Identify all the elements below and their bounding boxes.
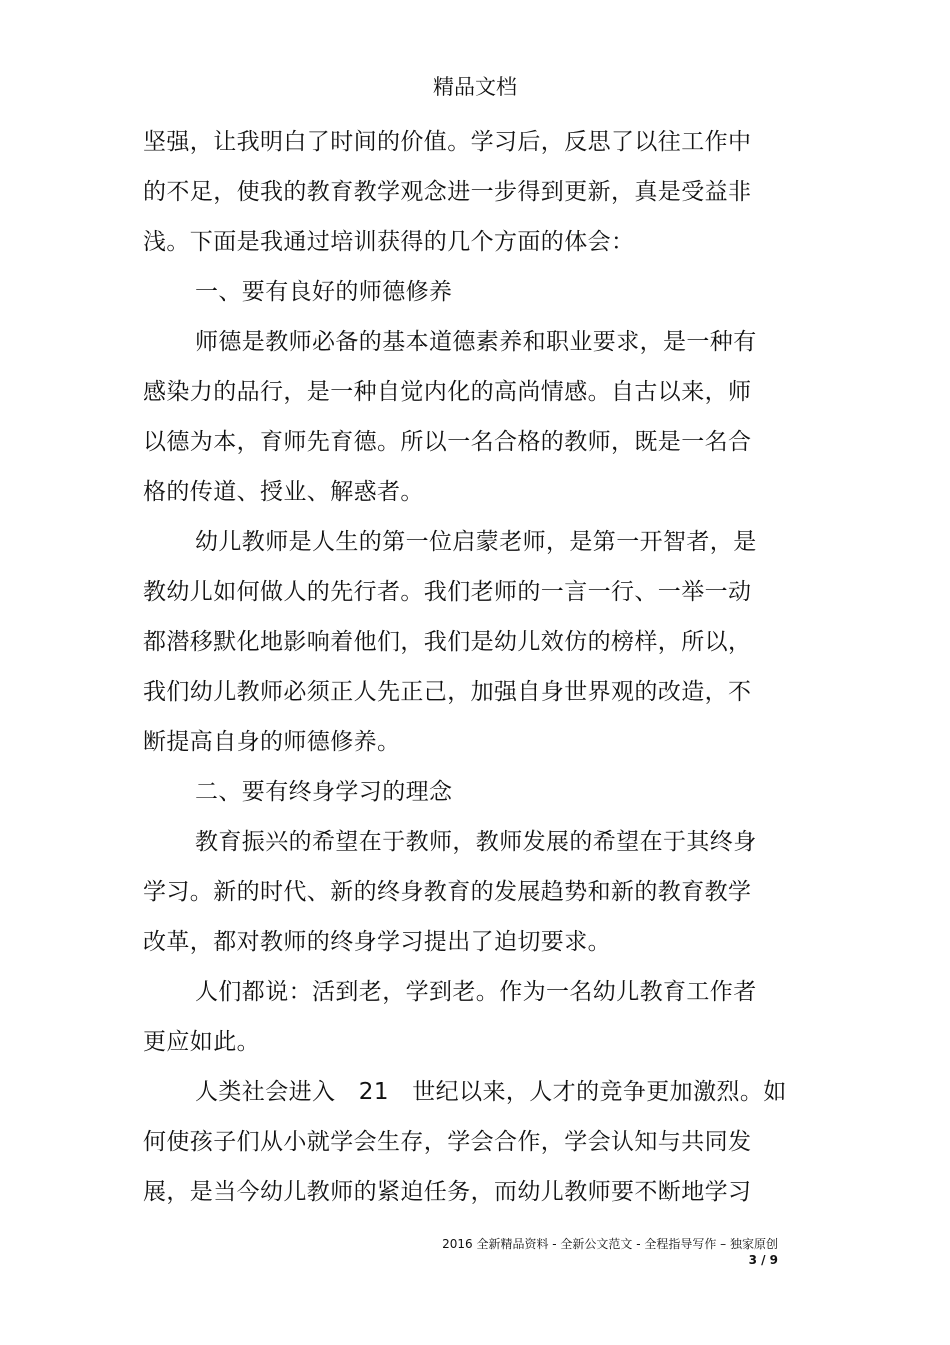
text-line: 改革，都对教师的终身学习提出了迫切要求。 (143, 929, 611, 955)
text-line: 以德为本，育师先育德。所以一名合格的教师，既是一名合 (143, 429, 752, 455)
section-heading: 二、要有终身学习的理念 (195, 779, 453, 805)
page-number: 3 / 9 (748, 1253, 778, 1267)
text-line: 的不足，使我的教育教学观念进一步得到更新，真是受益非 (143, 179, 752, 205)
text-line: 展，是当今幼儿教师的紧迫任务，而幼儿教师要不断地学习 (143, 1179, 752, 1205)
text-line: 我们幼儿教师必须正人先正己，加强自身世界观的改造，不 (143, 679, 752, 705)
text-line: 人们都说：活到老，学到老。作为一名幼儿教育工作者 (195, 979, 757, 1005)
text-line: 更应如此。 (143, 1029, 260, 1055)
text-line: 格的传道、授业、解惑者。 (143, 479, 424, 505)
page-header-title: 精品文档 (433, 75, 517, 99)
text-line: 感染力的品行，是一种自觉内化的高尚情感。自古以来，师 (143, 379, 752, 405)
text-line: 人类社会进入 21 世纪以来，人才的竞争更加激烈。如 (195, 1079, 787, 1105)
text-line: 学习。新的时代、新的终身教育的发展趋势和新的教育教学 (143, 879, 752, 905)
text-line: 幼儿教师是人生的第一位启蒙老师，是第一开智者，是 (195, 529, 757, 555)
footer-text: 2016 全新精品资料 - 全新公文范文 - 全程指导写作 – 独家原创 (442, 1237, 778, 1251)
text-line: 浅。下面是我通过培训获得的几个方面的体会： (143, 229, 635, 255)
text-line: 断提高自身的师德修养。 (143, 729, 401, 755)
text-line: 坚强，让我明白了时间的价值。学习后，反思了以往工作中 (143, 129, 752, 155)
text-line: 教育振兴的希望在于教师，教师发展的希望在于其终身 (195, 829, 757, 855)
text-line: 教幼儿如何做人的先行者。我们老师的一言一行、一举一动 (143, 579, 752, 605)
section-heading: 一、要有良好的师德修养 (195, 279, 453, 305)
text-line: 师德是教师必备的基本道德素养和职业要求，是一种有 (195, 329, 757, 355)
text-line: 都潜移默化地影响着他们，我们是幼儿效仿的榜样，所以， (143, 629, 752, 655)
text-line: 何使孩子们从小就学会生存，学会合作，学会认知与共同发 (143, 1129, 752, 1155)
document-body (143, 124, 787, 1224)
